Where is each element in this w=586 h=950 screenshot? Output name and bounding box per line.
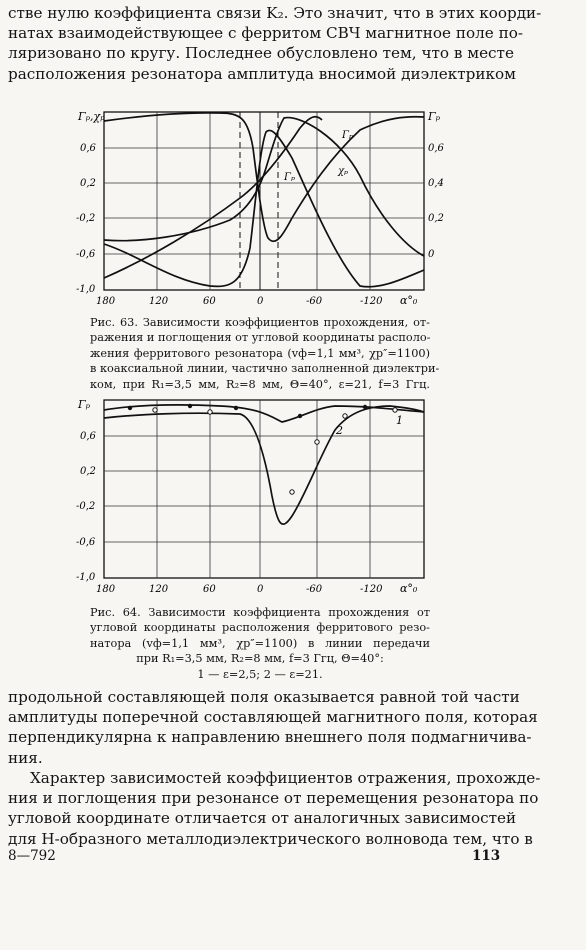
- tick-label: α°₀: [400, 582, 418, 595]
- text-line: ния и поглощения при резонансе от перемещения резонатора по: [8, 789, 539, 808]
- figure-63-caption: [90, 315, 440, 392]
- curve-label: Γₚ: [342, 130, 353, 141]
- paragraph-bottom-2: [8, 768, 541, 849]
- figure-64-plot: [60, 396, 450, 596]
- tick-label: 0: [257, 296, 264, 307]
- tick-label: -1,0: [76, 572, 96, 583]
- caption-line: жения ферритового резонатора (vф=1,1 мм³, χр″=1100): [90, 346, 430, 360]
- curve-label: Γₚ: [284, 172, 295, 183]
- text-line: расположения резонатора амплитуда вносимой диэлектриком: [8, 64, 516, 83]
- tick-label: 0,2: [80, 178, 96, 189]
- tick-label: -60: [306, 296, 323, 307]
- tick-label: -0,6: [76, 537, 96, 548]
- caption-line: в коаксиальной линии, частично заполненной диэлектри-: [90, 362, 440, 376]
- right-axis-title: Γₚ: [428, 110, 441, 123]
- tick-label: 0,6: [428, 143, 444, 154]
- tick-label: 0,6: [80, 143, 96, 154]
- tick-label: -0,2: [76, 213, 96, 224]
- text-line: стве нулю коэффициента связи K₂. Это значит, что в этих коорди-: [8, 4, 542, 22]
- figure-63: [60, 108, 450, 308]
- tick-label: -120: [360, 584, 383, 595]
- curve-label: 1: [396, 414, 403, 427]
- tick-label: -0,2: [76, 501, 96, 512]
- tick-label: 120: [149, 296, 169, 307]
- caption-line: ражения и поглощения от угловой координаты располо-: [90, 331, 431, 345]
- curve-label: χₚ: [338, 166, 349, 177]
- caption-line: натора (vф=1,1 мм³, χр″=1100) в линии передачи: [90, 636, 430, 650]
- tick-label: α°₀: [400, 294, 418, 307]
- caption-line: Рис. 64. Зависимости коэффициента прохождения от: [90, 606, 430, 619]
- text-line: ния.: [8, 748, 43, 767]
- curve-label: 2: [336, 424, 343, 437]
- text-line: натах взаимодействующее с ферритом СВЧ магнитное поле по-: [8, 24, 523, 43]
- text-line: амплитуды поперечной составляющей магнитного поля, которая: [8, 708, 538, 727]
- text-line: для Н-образного металлодиэлектрического волновода тем, что в: [8, 829, 533, 848]
- figure-64-caption: [90, 605, 430, 682]
- tick-label: -60: [306, 584, 323, 595]
- text-line: Характер зависимостей коэффициентов отражения, прохожде-: [30, 769, 541, 787]
- signature-mark: 8—792: [8, 848, 56, 864]
- tick-label: -120: [360, 296, 383, 307]
- figure-64: [60, 396, 450, 596]
- tick-label: -0,6: [76, 249, 96, 260]
- text-line: ляризовано по кругу. Последнее обусловлено тем, что в месте: [8, 44, 514, 63]
- paragraph-top: [8, 3, 542, 84]
- tick-label: 60: [203, 296, 216, 307]
- tick-label: 0,2: [80, 466, 96, 477]
- caption-line: угловой координаты расположения ферритового резо-: [90, 621, 430, 635]
- tick-label: 0: [428, 249, 435, 260]
- figure-63-plot: [60, 108, 450, 308]
- paragraph-bottom-1: [8, 687, 538, 768]
- caption-line: Рис. 63. Зависимости коэффициентов прохождения, от-: [90, 316, 430, 329]
- caption-line: при R₁=3,5 мм, R₂=8 мм, f=3 Ггц, Θ=40°:: [136, 652, 384, 666]
- tick-label: 120: [149, 584, 169, 595]
- text-line: продольной составляющей поля оказывается равной той части: [8, 688, 520, 706]
- left-axis-title: Γₚ: [78, 398, 91, 411]
- tick-label: 0: [257, 584, 264, 595]
- tick-label: 0,2: [428, 213, 444, 224]
- tick-label: 180: [96, 296, 116, 307]
- page-number: 113: [472, 848, 501, 864]
- caption-line: 1 — ε=2,5; 2 — ε=21.: [197, 667, 323, 681]
- tick-label: 180: [96, 584, 116, 595]
- text-line: угловой координате отличается от аналогичных зависимостей: [8, 809, 517, 828]
- left-axis-title: Γₚ,χₚ: [78, 110, 105, 123]
- caption-line: ком, при R₁=3,5 мм, R₂=8 мм, Θ=40°, ε=21, f=3 Ггц.: [90, 377, 430, 391]
- tick-label: 0,6: [80, 431, 96, 442]
- text-line: перпендикулярна к направлению внешнего поля подмагничива-: [8, 728, 532, 747]
- tick-label: -1,0: [76, 284, 96, 295]
- tick-label: 0,4: [428, 178, 444, 189]
- tick-label: 60: [203, 584, 216, 595]
